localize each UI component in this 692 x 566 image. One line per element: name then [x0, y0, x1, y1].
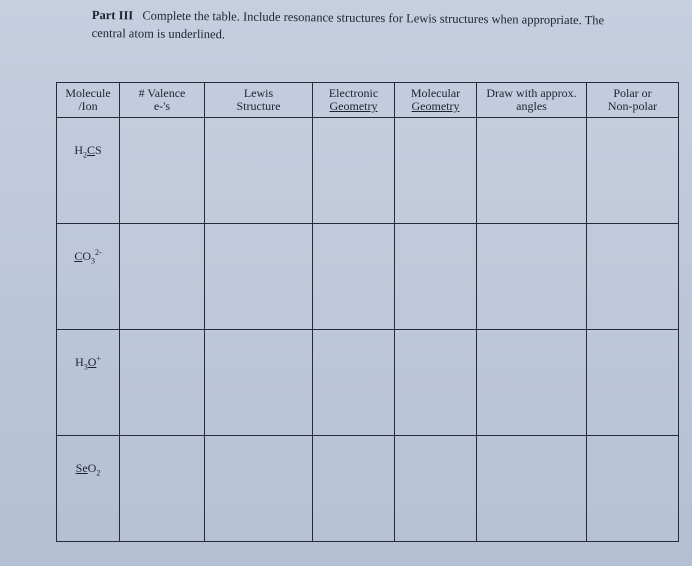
answer-cell[interactable]: [395, 118, 477, 224]
header-polarity: Polar or Non-polar: [587, 83, 679, 118]
answer-cell[interactable]: [395, 436, 477, 542]
answer-cell[interactable]: [477, 224, 587, 330]
table-row: [57, 118, 679, 224]
header-molecule: Molecule /Ion: [57, 83, 120, 118]
answer-cell[interactable]: [395, 224, 477, 330]
answer-cell[interactable]: [120, 118, 205, 224]
instructions-line-1: Complete the table. Include resonance structures for Lewis structures when appropriate. The: [142, 8, 605, 28]
instructions: [92, 6, 672, 48]
header-lewis: Lewis Structure: [205, 83, 313, 118]
answer-cell[interactable]: [587, 330, 679, 436]
answer-cell[interactable]: [313, 224, 395, 330]
answer-cell[interactable]: [477, 118, 587, 224]
answer-cell[interactable]: [313, 436, 395, 542]
answer-cell[interactable]: [477, 436, 587, 542]
molecule-cell: $H_2CS$: [57, 118, 120, 224]
answer-cell[interactable]: [205, 330, 313, 436]
part-label: Part III: [91, 7, 134, 23]
answer-cell[interactable]: [205, 436, 313, 542]
header-draw-angles: Draw with approx. angles: [477, 83, 587, 118]
header-valence: # Valence e-'s: [120, 83, 205, 118]
answer-cell[interactable]: [587, 436, 679, 542]
answer-cell[interactable]: [120, 330, 205, 436]
answer-cell[interactable]: [587, 224, 679, 330]
molecule-cell: $H_3O^+$: [57, 330, 120, 436]
molecule-cell: $CO_3^{2-}$: [57, 224, 120, 330]
answer-cell[interactable]: [313, 118, 395, 224]
molecule-cell: SeO$_2$: [57, 436, 120, 542]
header-row: [57, 83, 679, 118]
answer-cell[interactable]: [120, 224, 205, 330]
table-row: [57, 224, 679, 330]
table-row: [57, 330, 679, 436]
table-row: [57, 436, 679, 542]
answer-cell[interactable]: [120, 436, 205, 542]
answer-cell[interactable]: [587, 118, 679, 224]
answer-cell[interactable]: [313, 330, 395, 436]
worksheet-table: [56, 82, 679, 542]
answer-cell[interactable]: [205, 118, 313, 224]
answer-cell[interactable]: [477, 330, 587, 436]
answer-cell[interactable]: [205, 224, 313, 330]
header-molecular-geometry: Molecular Geometry: [395, 83, 477, 118]
instructions-line-2: central atom is underlined.: [91, 25, 226, 42]
header-electronic-geometry: Electronic Geometry: [313, 83, 395, 118]
answer-cell[interactable]: [395, 330, 477, 436]
